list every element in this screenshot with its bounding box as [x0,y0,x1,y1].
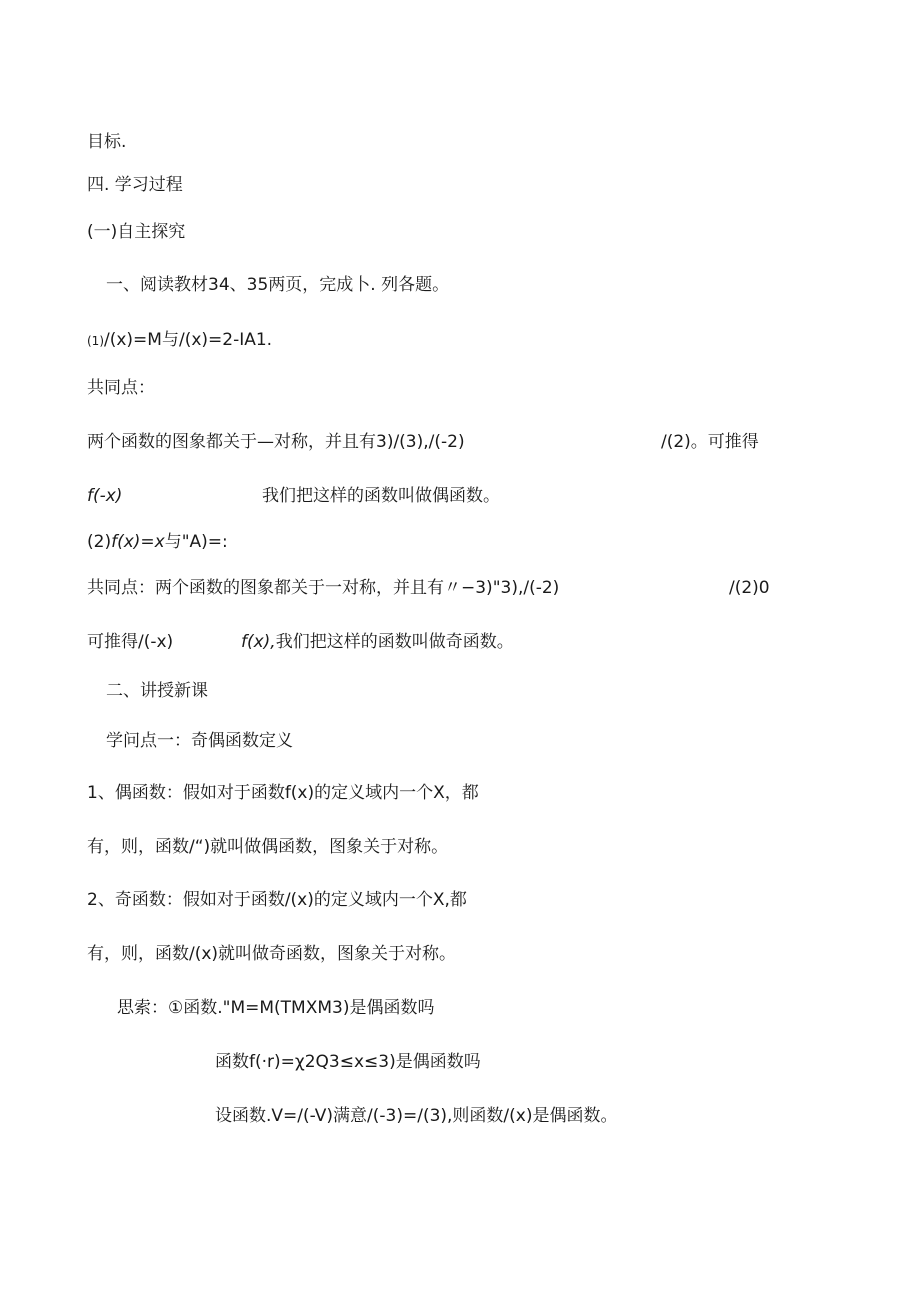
odd-def-text: 我们把这样的函数叫做奇函数。 [275,632,514,652]
text-line-problem-2 [87,530,228,554]
heading-knowledge-point-1: 学问点一：奇偶函数定义 [106,731,293,751]
text-line-think-1: 思索：①函数."M=M(TMXM3)是偶函数吗 [117,998,435,1018]
heading-self-study: (一)自主探究 [87,222,186,242]
text-line-problem-1 [87,328,272,353]
text-line-reading-task: 一、阅读教材34、35两页，完成卜. 列各题。 [106,275,450,295]
text-line-odd-derive: 可推得/(-x) [87,632,174,652]
problem-2-number: (2) [87,532,112,552]
text-line-symmetry-odd-b: /(2)0 [729,578,770,598]
text-line-common-point: 共同点： [87,378,155,398]
text-line-think-2: 函数f(·r)=χ2Q3≤x≤3)是偶函数吗 [215,1052,481,1072]
text-line-odd-function-2: 有，则，函数/(x)就叫做奇函数，图象关于对称。 [87,944,457,964]
formula-f-neg-x: f(-x) [87,486,123,506]
problem-2-formula: f(x)=x [111,532,165,552]
heading-new-lesson: 二、讲授新课 [106,681,208,701]
text-line-symmetry-even-b: /(2)。可推得 [661,432,759,452]
text-line-even-function-2: 有，则，函数/“)就叫做偶函数，图象关于对称。 [87,837,449,857]
text-line-think-3: 设函数.V=/(-V)满意/(-3)=/(3),则函数/(x)是偶函数。 [215,1106,618,1126]
problem-1-formula: /(x)=M与/(x)=2-IA1. [104,330,273,350]
text-line-even-def: 我们把这样的函数叫做偶函数。 [262,486,500,506]
problem-2-formula-rest: 与"A)=: [164,532,228,552]
text-line-odd-def [241,630,514,654]
text-line-symmetry-odd-a: 共同点：两个函数的图象都关于一对称，并且有〃−3)"3),/(-2) [87,578,560,598]
heading-learning-process: 四. 学习过程 [87,175,183,195]
text-line-odd-function-1: 2、奇函数：假如对于函数/(x)的定义域内一个X,都 [87,890,467,910]
text-line-symmetry-even-a: 两个函数的图象都关于—对称，并且有3)/(3),/(-2) [87,432,465,452]
text-line-even-function-1: 1、偶函数：假如对于函数f(x)的定义域内一个X，都 [87,783,479,803]
text-line-goal: 目标. [87,132,127,152]
problem-number: (1) [87,334,104,348]
formula-f-x: f(x), [241,632,276,652]
